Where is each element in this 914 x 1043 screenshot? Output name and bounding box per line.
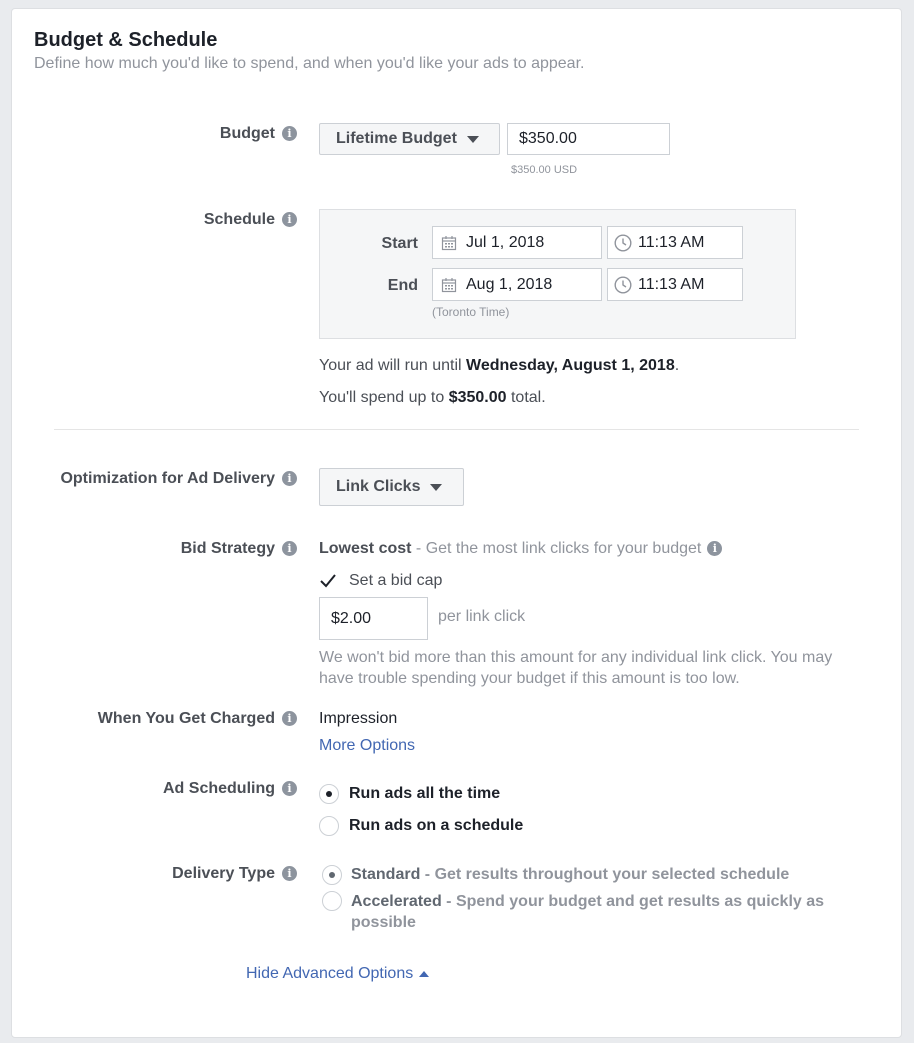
run-until-prefix: Your ad will run until <box>319 357 467 374</box>
end-time-input[interactable] <box>607 268 743 301</box>
bid-cap-warning <box>319 647 832 689</box>
info-icon[interactable]: i <box>282 781 297 796</box>
bid-cap-checkbox-row[interactable] <box>319 572 442 590</box>
end-label: End <box>387 277 418 294</box>
info-icon[interactable]: i <box>282 866 297 881</box>
start-date-input[interactable] <box>432 226 602 259</box>
info-icon[interactable]: i <box>707 541 722 556</box>
bid-strategy-label-text: Bid Strategy <box>180 540 275 557</box>
budget-amount-usd: $350.00 USD <box>511 164 578 176</box>
bid-strategy-name: Lowest cost <box>319 540 412 557</box>
info-icon[interactable]: i <box>282 212 297 227</box>
calendar-icon <box>441 235 457 251</box>
start-label: Start <box>381 235 418 252</box>
radio-button-selected[interactable] <box>319 784 339 804</box>
schedule-label-text: Schedule <box>203 211 275 228</box>
delivery-type-label-text: Delivery Type <box>172 865 275 882</box>
budget-type-dropdown[interactable] <box>319 123 500 155</box>
ad-scheduling-option-label: Run ads on a schedule <box>349 817 524 834</box>
charged-label-text: When You Get Charged <box>97 710 275 727</box>
bid-cap-warning-line1: We won't bid more than this amount for any individual link click. You may <box>319 649 833 666</box>
delivery-option-name: Accelerated <box>351 893 442 910</box>
spend-text <box>319 389 546 407</box>
radio-button[interactable] <box>319 816 339 836</box>
start-time-value: 11:13 AM <box>638 233 705 251</box>
bid-strategy-desc: - Get the most link clicks for your budget <box>411 540 702 557</box>
end-time-value: 11:13 AM <box>638 275 705 293</box>
ad-scheduling-option-all-time[interactable] <box>319 784 500 804</box>
schedule-box <box>319 209 796 339</box>
run-until-text <box>319 357 679 375</box>
caret-down-icon <box>467 136 479 143</box>
optimization-dropdown[interactable] <box>319 468 464 506</box>
radio-button[interactable] <box>322 891 342 911</box>
delivery-option-desc: - Get results throughout your selected schedule <box>420 866 790 883</box>
charged-value: Impression <box>319 710 398 727</box>
calendar-icon <box>441 277 457 293</box>
section-divider <box>54 429 859 430</box>
bid-cap-warning-line2: have trouble spending your budget if this amount is too low. <box>319 670 740 687</box>
budget-label-text: Budget <box>219 125 275 142</box>
delivery-option-standard-text <box>351 866 789 884</box>
hide-advanced-options-label: Hide Advanced Options <box>246 965 414 982</box>
delivery-option-accelerated-text <box>351 891 824 933</box>
delivery-option-desc-line2: possible <box>351 914 416 931</box>
hide-advanced-options-link[interactable] <box>246 965 429 983</box>
budget-label <box>220 125 297 143</box>
delivery-type-label <box>172 865 297 883</box>
section-title: Budget & Schedule <box>34 29 218 51</box>
bid-cap-input[interactable]: $2.00 <box>319 597 428 640</box>
timezone-note: (Toronto Time) <box>432 305 510 319</box>
run-until-date: Wednesday, August 1, 2018 <box>466 357 675 374</box>
budget-schedule-card <box>11 8 902 1038</box>
spend-amount: $350.00 <box>448 389 507 406</box>
info-icon[interactable]: i <box>282 126 297 141</box>
delivery-option-standard[interactable] <box>322 865 789 885</box>
info-icon[interactable]: i <box>282 471 297 486</box>
more-options-link[interactable]: More Options <box>319 737 416 754</box>
spend-suffix: total. <box>506 389 546 406</box>
ad-scheduling-label-text: Ad Scheduling <box>163 780 275 797</box>
caret-up-icon <box>419 971 429 977</box>
bid-cap-label: Set a bid cap <box>349 572 443 589</box>
run-until-suffix: . <box>674 357 680 374</box>
budget-type-label: Lifetime Budget <box>336 130 457 147</box>
radio-button-selected[interactable] <box>322 865 342 885</box>
ad-scheduling-option-label: Run ads all the time <box>349 785 501 802</box>
ad-scheduling-option-schedule[interactable] <box>319 816 523 836</box>
start-date-value: Jul 1, 2018 <box>466 233 545 251</box>
optimization-label <box>60 470 297 488</box>
info-icon[interactable]: i <box>282 711 297 726</box>
clock-icon <box>614 276 632 294</box>
delivery-option-desc: - Spend your budget and get results as quickly as <box>441 893 825 910</box>
end-date-value: Aug 1, 2018 <box>466 275 553 293</box>
delivery-option-accelerated[interactable] <box>322 891 824 933</box>
section-subtitle: Define how much you'd like to spend, and when you'd like your ads to appear. <box>34 55 585 72</box>
budget-amount-input[interactable]: $350.00 <box>507 123 670 155</box>
clock-icon <box>614 234 632 252</box>
check-icon[interactable] <box>319 572 337 590</box>
delivery-option-name: Standard <box>351 866 421 883</box>
info-icon[interactable]: i <box>282 541 297 556</box>
bid-strategy-value <box>319 540 722 558</box>
caret-down-icon <box>430 484 442 491</box>
bid-cap-unit: per link click <box>438 608 526 625</box>
end-date-input[interactable] <box>432 268 602 301</box>
bid-strategy-label <box>181 540 297 558</box>
optimization-label-text: Optimization for Ad Delivery <box>60 470 275 487</box>
ad-scheduling-label <box>163 780 297 798</box>
charged-label <box>98 710 297 728</box>
schedule-label <box>204 211 297 229</box>
optimization-value: Link Clicks <box>336 478 421 495</box>
spend-prefix: You'll spend up to <box>319 389 449 406</box>
start-time-input[interactable] <box>607 226 743 259</box>
